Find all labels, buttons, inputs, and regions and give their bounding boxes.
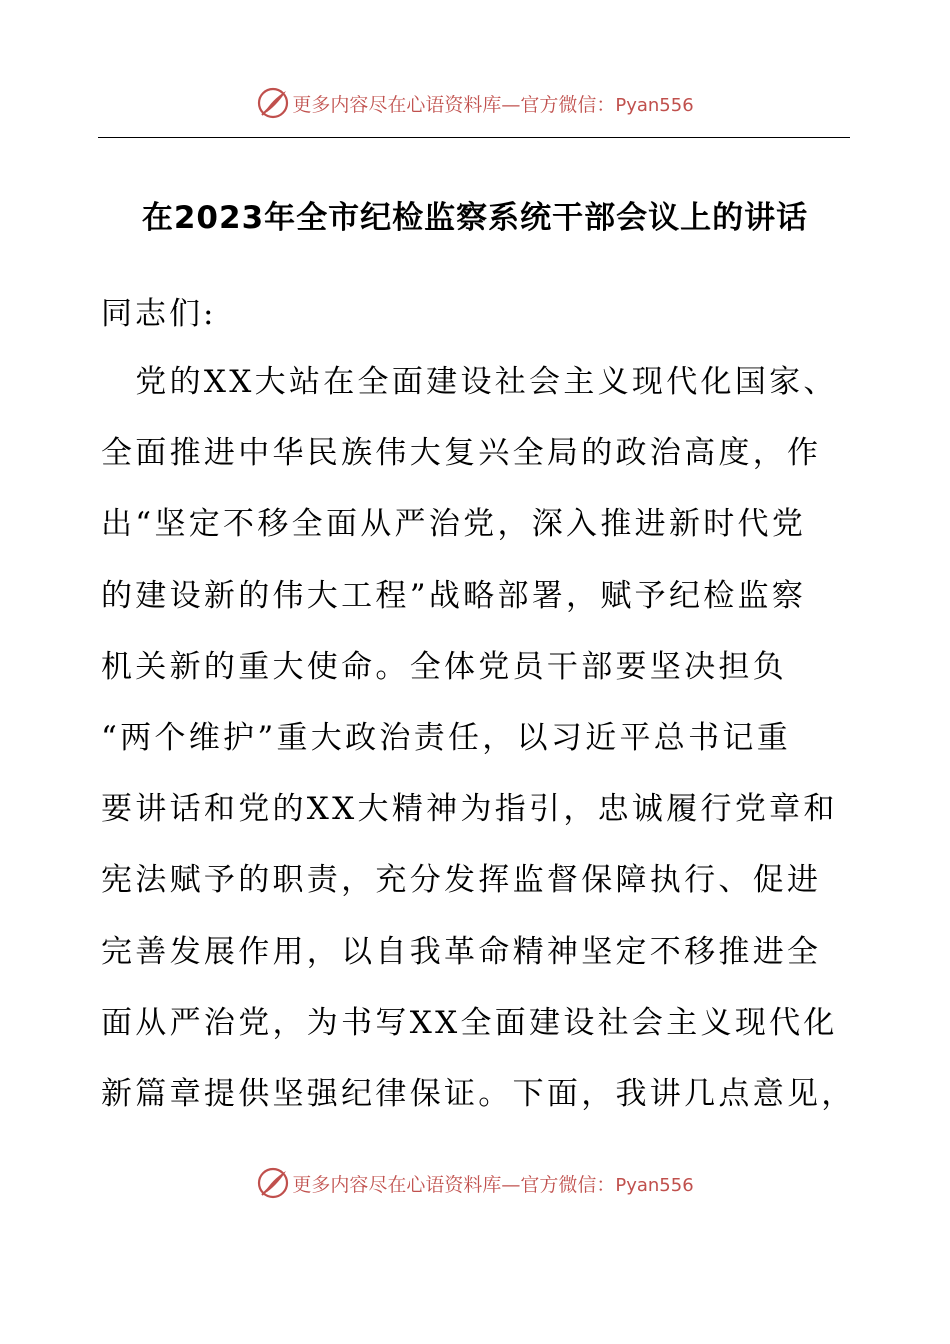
quill-logo-icon bbox=[256, 86, 290, 120]
body-line: 的建设新的伟大工程”战略部署，赋予纪检监察 bbox=[101, 577, 807, 614]
quill-logo-icon bbox=[256, 1166, 290, 1200]
header-divider bbox=[98, 137, 850, 138]
wechat-id: Pyan556 bbox=[615, 94, 694, 116]
body-line: 新篇章提供坚强纪律保证。下面，我讲几点意见， bbox=[101, 1075, 856, 1112]
body-line: “两个维护”重大政治责任，以习近平总书记重 bbox=[101, 719, 791, 756]
body-line: 完善发展作用，以自我革命精神坚定不移推进全 bbox=[101, 933, 822, 970]
body-line: 面从严治党，为书写XX全面建设社会主义现代化 bbox=[101, 1004, 838, 1041]
body-paragraph bbox=[101, 357, 861, 1140]
banner-text: 更多内容尽在心语资料库—官方微信：Pyan556 bbox=[292, 1173, 694, 1196]
body-line: 要讲话和党的XX大精神为指引，忠诚履行党章和 bbox=[101, 791, 838, 828]
body-line: 党的XX大站在全面建设社会主义现代化国家、 bbox=[101, 364, 838, 400]
document-title: 在2023年全市纪检监察系统干部会议上的讲话 bbox=[141, 200, 809, 236]
greeting: 同志们: bbox=[101, 296, 217, 332]
body-line: 全面推进中华民族伟大复兴全局的政治高度，作 bbox=[101, 435, 822, 472]
body-line: 出“坚定不移全面从严治党，深入推进新时代党 bbox=[101, 506, 807, 543]
header-banner bbox=[0, 83, 950, 123]
body-line: 机关新的重大使命。全体党员干部要坚决担负 bbox=[101, 648, 787, 685]
banner-text: 更多内容尽在心语资料库—官方微信：Pyan556 bbox=[292, 93, 694, 116]
body-line: 宪法赋予的职责，充分发挥监督保障执行、促进 bbox=[101, 862, 822, 899]
wechat-id: Pyan556 bbox=[615, 1174, 694, 1196]
footer-banner bbox=[0, 1163, 950, 1203]
